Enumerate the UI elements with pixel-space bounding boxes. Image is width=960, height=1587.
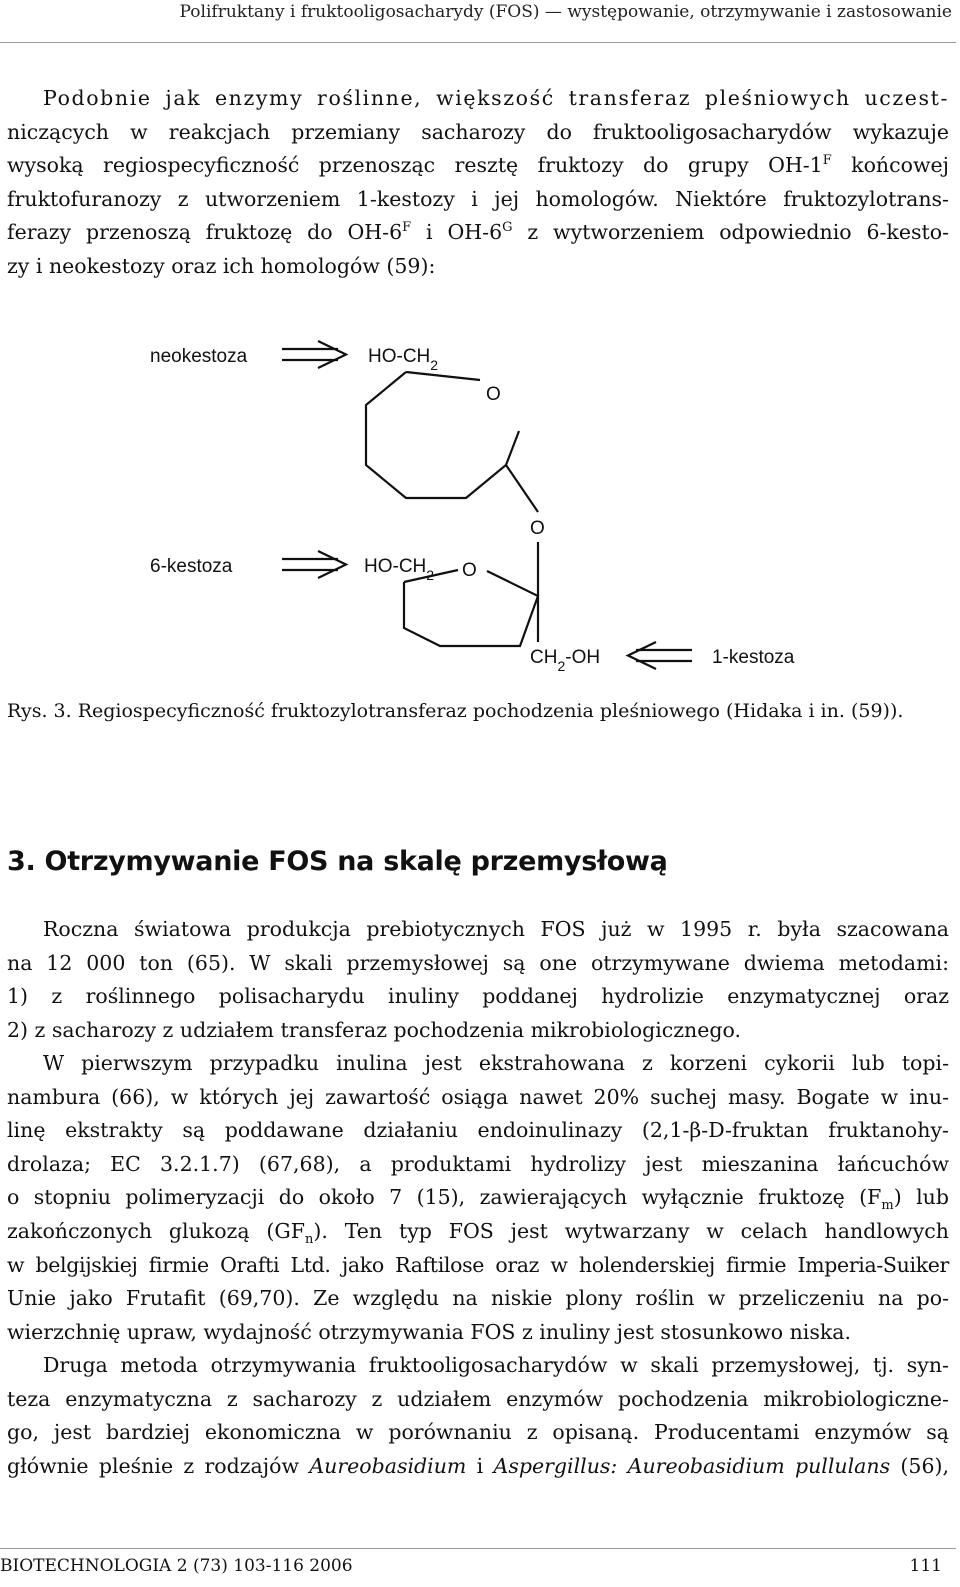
text-line: 1) z roślinnego polisacharydu inuliny poddanej hydrolizie enzymatycznej oraz (7, 984, 949, 1009)
text-line: Roczna światowa produkcja prebiotycznych FOS już w 1995 r. była szacowana (43, 917, 949, 941)
text-line (7, 216, 949, 250)
text-line: Unie jako Frutafit (69,70). Ze względu na niskie plony roślin w przeliczeniu na po- (7, 1286, 949, 1311)
pyranose-ring (366, 372, 538, 512)
enzymatic-synthesis-paragraph (7, 1349, 949, 1483)
footer-rule (0, 1548, 956, 1549)
text-line: fruktofuranozy z utworzeniem 1-kestozy i jej homologów. Niektóre fruktozylotrans- (7, 186, 949, 211)
text-line: teza enzymatyczna z sacharozy z udziałem enzymów pochodzenia mikrobiologiczne- (7, 1386, 949, 1411)
superscript: G (502, 220, 513, 236)
text-line (7, 1215, 949, 1249)
text-fragment: i (466, 1453, 494, 1478)
text-line (7, 1450, 949, 1484)
text-fragment: wysoką regiospecyficzność przenosząc resztę fruktozy do grupy OH-1 (7, 153, 823, 178)
subscript: n (305, 1232, 314, 1248)
arrow-left-icon (628, 642, 692, 669)
text-fragment: o stopniu polimeryzacji do około 7 (15), zawierających wyłącznie fruktozę (F (7, 1185, 882, 1210)
text-line: linę ekstrakty są poddawane działaniu endoinulinazy (2,1-β-D-fruktan fruktanohy- (7, 1118, 949, 1143)
text-line: w belgijskiej firmie Orafti Ltd. jako Raftilose oraz w holenderskiej firmie Imperia-Suiker (7, 1252, 949, 1277)
text-fragment: z wytworzeniem odpowiednio 6-kesto- (512, 220, 950, 245)
text-fragment: i OH-6 (411, 220, 503, 245)
section-title: 3. Otrzymywanie FOS na skalę przemysłową (7, 846, 668, 877)
text-line: 2) z sacharozy z udziałem transferaz pochodzenia mikrobiologicznego. (7, 1017, 741, 1042)
furanose-ring (404, 570, 538, 646)
label-6-kestoza: 6-kestoza (150, 556, 233, 577)
label-glycosidic-oxygen: O (530, 518, 545, 539)
subscript: m (881, 1198, 894, 1214)
text-fragment: ferazy przenoszą fruktozę do OH-6 (7, 220, 403, 245)
figure-caption: Rys. 3. Regiospecyficzność fruktozylotransferaz pochodzenia pleśniowego (Hidaka i in. (59)). (7, 700, 904, 722)
text-line: Podobnie jak enzymy roślinne, większość transferaz pleśniowych uczest- (43, 86, 949, 110)
inulin-paragraph (7, 1047, 949, 1349)
text-line (7, 149, 949, 183)
text-line: go, jest bardziej ekonomiczna w porównaniu z opisaną. Producentami enzymów są (7, 1420, 949, 1445)
text-line: na 12 000 ton (65). W skali przemysłowej są one otrzymywane dwiema metodami: (7, 950, 949, 975)
text-line: Druga metoda otrzymywania fruktooligosacharydów w skali przemysłowej, tj. syn- (43, 1353, 949, 1377)
genus-name: Aureobasidium (309, 1453, 467, 1478)
superscript: F (822, 153, 832, 169)
text-line: W pierwszym przypadku inulina jest ekstrahowana z korzeni cykorii lub topi- (43, 1051, 949, 1075)
arrow-right-icon (282, 551, 346, 578)
text-fragment: końcowej (831, 153, 949, 178)
text-line: nambura (66), w których jej zawartość osiąga nawet 20% suchej masy. Bogate w inu- (7, 1084, 949, 1109)
label-ho-ch2-mid: $HO-CH_2$ (364, 556, 435, 583)
text-line: drolaza; EC 3.2.1.7) (67,68), a produktami hydrolizy jest mieszanina łańcuchów (7, 1151, 949, 1176)
label-neokestoza: neokestoza (150, 346, 248, 367)
text-fragment: ). Ten typ FOS jest wytwarzany w celach handlowych (313, 1218, 949, 1243)
label-ch2-oh: $CH_2-OH$ (530, 647, 601, 674)
regiospecificity-figure (120, 330, 820, 690)
journal-reference: BIOTECHNOLOGIA 2 (73) 103-116 2006 (0, 1556, 353, 1576)
production-paragraph (7, 913, 949, 1047)
text-fragment: (56), (890, 1453, 950, 1478)
text-fragment: ) lub (893, 1185, 950, 1210)
header-rule (0, 42, 956, 43)
text-fragment: głównie pleśnie z rodzajów (7, 1453, 310, 1478)
arrow-right-icon (282, 341, 346, 368)
text-fragment: zakończonych glukozą (GF (7, 1218, 305, 1243)
text-line (7, 1181, 949, 1215)
text-line: zy i neokestozy oraz ich homologów (59): (7, 253, 436, 278)
page-number: 111 (909, 1556, 942, 1576)
label-1-kestoza: 1-kestoza (712, 647, 795, 668)
label-ring-oxygen-pyranose: O (486, 384, 501, 405)
intro-paragraph (7, 82, 949, 284)
running-head: Polifruktany i fruktooligosacharydy (FOS) — występowanie, otrzymywanie i zastosowanie (179, 2, 952, 22)
superscript: F (402, 220, 412, 236)
species-name: Aspergillus: Aureobasidium pullulans (493, 1453, 891, 1478)
label-ho-ch2-top: $HO-CH_2$ (368, 346, 439, 373)
text-line: niczących w reakcjach przemiany sacharozy do fruktooligosacharydów wykazuje (7, 119, 949, 144)
text-line: wierzchnię upraw, wydajność otrzymywania FOS z inuliny jest stosunkowo niska. (7, 1319, 852, 1344)
label-ring-oxygen-furanose: O (462, 560, 477, 581)
